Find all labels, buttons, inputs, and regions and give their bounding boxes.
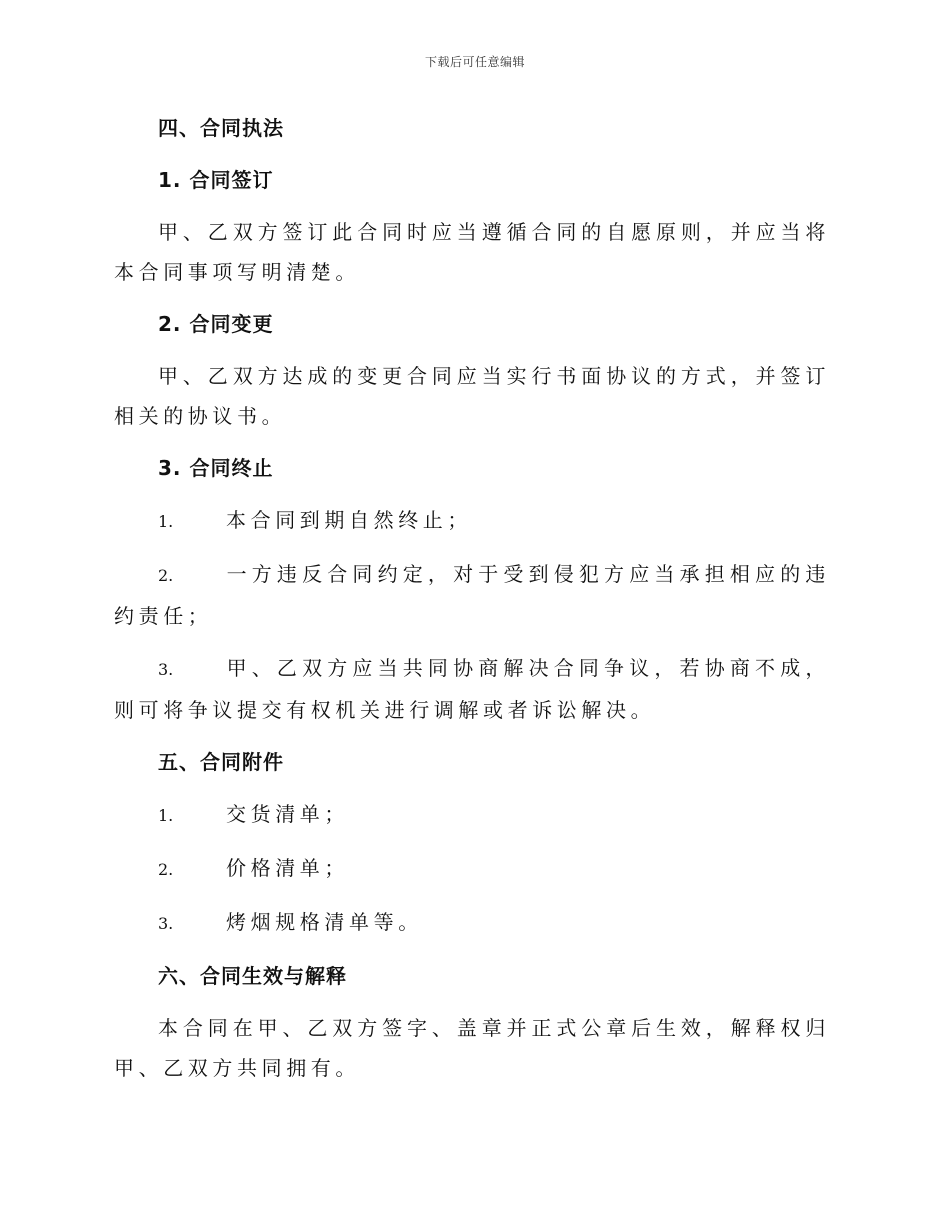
section-heading-5: 五、合同附件	[158, 750, 284, 774]
list-item-number: 2.	[158, 566, 174, 585]
subsection-heading-signing: 1. 合同签订	[158, 168, 274, 192]
list-item	[114, 500, 830, 542]
list-item-text: 一方违反合同约定，对于受到侵犯方应当承担相应的违约责任；	[114, 562, 830, 628]
list-item-number: 3.	[158, 914, 174, 933]
paragraph-effect: 本合同在甲、乙双方签字、盖章并正式公章后生效，解释权归甲、乙双方共同拥有。	[114, 1016, 830, 1080]
list-item	[114, 648, 830, 730]
paragraph-signing: 甲、乙双方签订此合同时应当遵循合同的自愿原则，并应当将本合同事项写明清楚。	[114, 220, 830, 284]
list-item	[114, 794, 830, 836]
subsection-heading-change: 2. 合同变更	[158, 312, 274, 336]
list-item-number: 1.	[158, 806, 174, 825]
section-heading-4: 四、合同执法	[158, 116, 284, 140]
section-heading-6: 六、合同生效与解释	[158, 964, 347, 988]
paragraph-change: 甲、乙双方达成的变更合同应当实行书面协议的方式，并签订相关的协议书。	[114, 364, 830, 428]
document-body	[114, 108, 830, 1088]
page-header: 下载后可任意编辑	[424, 55, 525, 69]
list-item	[114, 902, 830, 944]
subsection-heading-termination: 3. 合同终止	[158, 456, 274, 480]
list-item-text: 交货清单；	[226, 802, 349, 826]
list-item-number: 2.	[158, 860, 174, 879]
list-item-text: 烤烟规格清单等。	[226, 910, 423, 934]
list-item	[114, 554, 830, 636]
list-item	[114, 848, 830, 890]
list-item-text: 本合同到期自然终止；	[226, 508, 472, 532]
list-item-number: 1.	[158, 512, 174, 531]
list-item-number: 3.	[158, 660, 174, 679]
list-item-text: 价格清单；	[226, 856, 349, 880]
list-item-text: 甲、乙双方应当共同协商解决合同争议，若协商不成，则可将争议提交有权机关进行调解或者诉讼解决。	[114, 656, 830, 722]
